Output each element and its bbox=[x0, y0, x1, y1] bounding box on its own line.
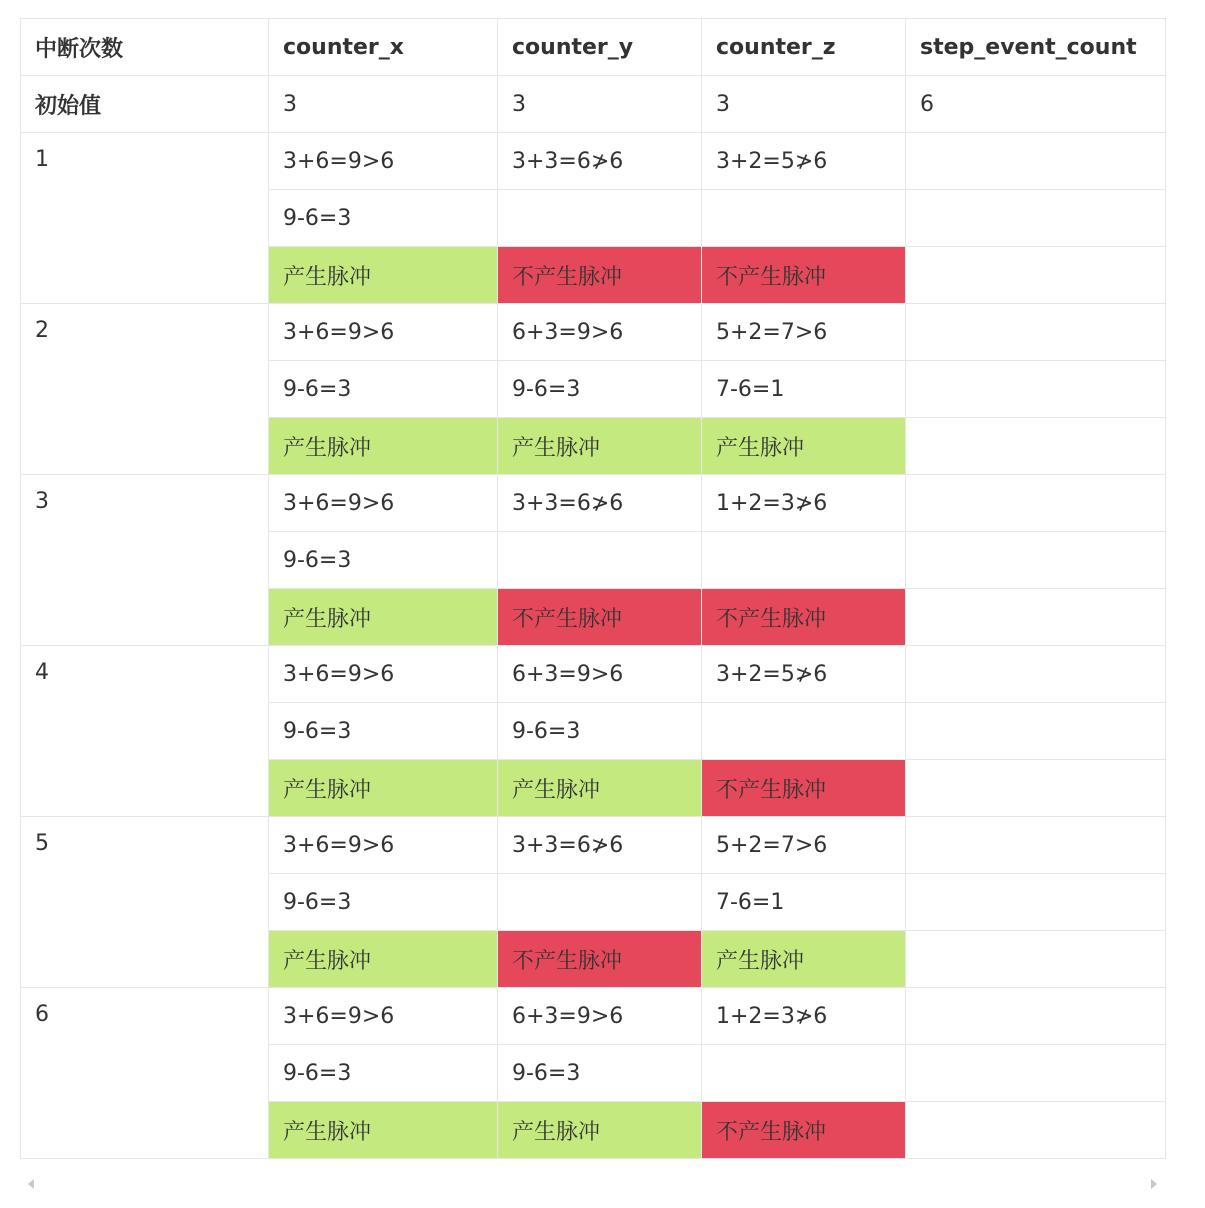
table-row bbox=[21, 646, 1166, 703]
table-row bbox=[21, 133, 1166, 190]
step-event-cell bbox=[906, 190, 1166, 247]
calc-cell: 6+3=9>6 bbox=[498, 646, 702, 703]
calc-cell: 1+2=3≯6 bbox=[702, 988, 906, 1045]
pulse-cell: 产生脉冲 bbox=[269, 931, 498, 988]
calc-cell bbox=[702, 190, 906, 247]
calc-cell bbox=[702, 703, 906, 760]
step-event-cell bbox=[906, 304, 1166, 361]
initial-counter-z: 3 bbox=[702, 76, 906, 133]
calc-cell: 9-6=3 bbox=[498, 1045, 702, 1102]
calc-cell: 3+3=6≯6 bbox=[498, 133, 702, 190]
pulse-cell: 产生脉冲 bbox=[269, 760, 498, 817]
calc-cell: 5+2=7>6 bbox=[702, 304, 906, 361]
table-row bbox=[21, 475, 1166, 532]
pulse-cell: 产生脉冲 bbox=[702, 931, 906, 988]
pulse-table bbox=[20, 18, 1166, 1159]
calc-cell bbox=[702, 1045, 906, 1102]
calc-cell: 3+3=6≯6 bbox=[498, 475, 702, 532]
calc-cell: 9-6=3 bbox=[498, 703, 702, 760]
no-pulse-cell: 不产生脉冲 bbox=[702, 1102, 906, 1159]
calc-cell: 5+2=7>6 bbox=[702, 817, 906, 874]
interrupt-number-cell: 1 bbox=[21, 133, 269, 304]
step-event-cell bbox=[906, 874, 1166, 931]
step-event-cell bbox=[906, 589, 1166, 646]
calc-cell: 1+2=3≯6 bbox=[702, 475, 906, 532]
pulse-cell: 产生脉冲 bbox=[498, 418, 702, 475]
no-pulse-cell: 不产生脉冲 bbox=[702, 247, 906, 304]
scroll-right-arrow-icon[interactable] bbox=[1151, 1179, 1157, 1189]
pulse-cell: 产生脉冲 bbox=[498, 760, 702, 817]
header-row bbox=[21, 19, 1166, 76]
initial-step-event-count: 6 bbox=[906, 76, 1166, 133]
header-cell-counter-z: counter_z bbox=[702, 19, 906, 76]
step-event-cell bbox=[906, 133, 1166, 190]
calc-cell: 7-6=1 bbox=[702, 874, 906, 931]
calc-cell: 3+6=9>6 bbox=[269, 304, 498, 361]
calc-cell: 3+6=9>6 bbox=[269, 475, 498, 532]
scroll-left-arrow-icon[interactable] bbox=[28, 1179, 34, 1189]
calc-cell bbox=[498, 874, 702, 931]
calc-cell: 9-6=3 bbox=[498, 361, 702, 418]
calc-cell: 6+3=9>6 bbox=[498, 304, 702, 361]
calc-cell: 9-6=3 bbox=[269, 190, 498, 247]
calc-cell: 9-6=3 bbox=[269, 361, 498, 418]
calc-cell: 3+6=9>6 bbox=[269, 133, 498, 190]
step-event-cell bbox=[906, 703, 1166, 760]
step-event-cell bbox=[906, 931, 1166, 988]
interrupt-number-cell: 4 bbox=[21, 646, 269, 817]
calc-cell: 9-6=3 bbox=[269, 703, 498, 760]
no-pulse-cell: 不产生脉冲 bbox=[498, 247, 702, 304]
interrupt-number-cell: 6 bbox=[21, 988, 269, 1159]
table-row bbox=[21, 988, 1166, 1045]
calc-cell: 7-6=1 bbox=[702, 361, 906, 418]
step-event-cell bbox=[906, 361, 1166, 418]
pulse-cell: 产生脉冲 bbox=[498, 1102, 702, 1159]
calc-cell: 9-6=3 bbox=[269, 1045, 498, 1102]
step-event-cell bbox=[906, 760, 1166, 817]
calc-cell: 3+2=5≯6 bbox=[702, 133, 906, 190]
pulse-cell: 产生脉冲 bbox=[269, 1102, 498, 1159]
initial-counter-x: 3 bbox=[269, 76, 498, 133]
initial-label: 初始值 bbox=[21, 76, 269, 133]
calc-cell bbox=[702, 532, 906, 589]
initial-counter-y: 3 bbox=[498, 76, 702, 133]
calc-cell: 6+3=9>6 bbox=[498, 988, 702, 1045]
calc-cell: 3+6=9>6 bbox=[269, 817, 498, 874]
step-event-cell bbox=[906, 532, 1166, 589]
header-cell-counter-x: counter_x bbox=[269, 19, 498, 76]
no-pulse-cell: 不产生脉冲 bbox=[702, 760, 906, 817]
no-pulse-cell: 不产生脉冲 bbox=[702, 589, 906, 646]
calc-cell: 9-6=3 bbox=[269, 532, 498, 589]
calc-cell bbox=[498, 190, 702, 247]
interrupt-number-cell: 2 bbox=[21, 304, 269, 475]
calc-cell bbox=[498, 532, 702, 589]
pulse-cell: 产生脉冲 bbox=[702, 418, 906, 475]
no-pulse-cell: 不产生脉冲 bbox=[498, 931, 702, 988]
interrupt-number-cell: 5 bbox=[21, 817, 269, 988]
step-event-cell bbox=[906, 247, 1166, 304]
horizontal-scrollbar[interactable] bbox=[20, 1175, 1165, 1197]
initial-row bbox=[21, 76, 1166, 133]
pulse-cell: 产生脉冲 bbox=[269, 418, 498, 475]
header-cell-step-event-count: step_event_count bbox=[906, 19, 1166, 76]
pulse-cell: 产生脉冲 bbox=[269, 589, 498, 646]
table-row bbox=[21, 817, 1166, 874]
header-cell-counter-y: counter_y bbox=[498, 19, 702, 76]
pulse-cell: 产生脉冲 bbox=[269, 247, 498, 304]
step-event-cell bbox=[906, 646, 1166, 703]
step-event-cell bbox=[906, 418, 1166, 475]
interrupt-number-cell: 3 bbox=[21, 475, 269, 646]
calc-cell: 9-6=3 bbox=[269, 874, 498, 931]
calc-cell: 3+6=9>6 bbox=[269, 646, 498, 703]
calc-cell: 3+2=5≯6 bbox=[702, 646, 906, 703]
header-cell-interrupt-count: 中断次数 bbox=[21, 19, 269, 76]
step-event-cell bbox=[906, 817, 1166, 874]
step-event-cell bbox=[906, 988, 1166, 1045]
step-event-cell bbox=[906, 1102, 1166, 1159]
table-row bbox=[21, 304, 1166, 361]
no-pulse-cell: 不产生脉冲 bbox=[498, 589, 702, 646]
calc-cell: 3+3=6≯6 bbox=[498, 817, 702, 874]
step-event-cell bbox=[906, 475, 1166, 532]
calc-cell: 3+6=9>6 bbox=[269, 988, 498, 1045]
step-event-cell bbox=[906, 1045, 1166, 1102]
table-container[interactable] bbox=[20, 18, 1165, 1159]
